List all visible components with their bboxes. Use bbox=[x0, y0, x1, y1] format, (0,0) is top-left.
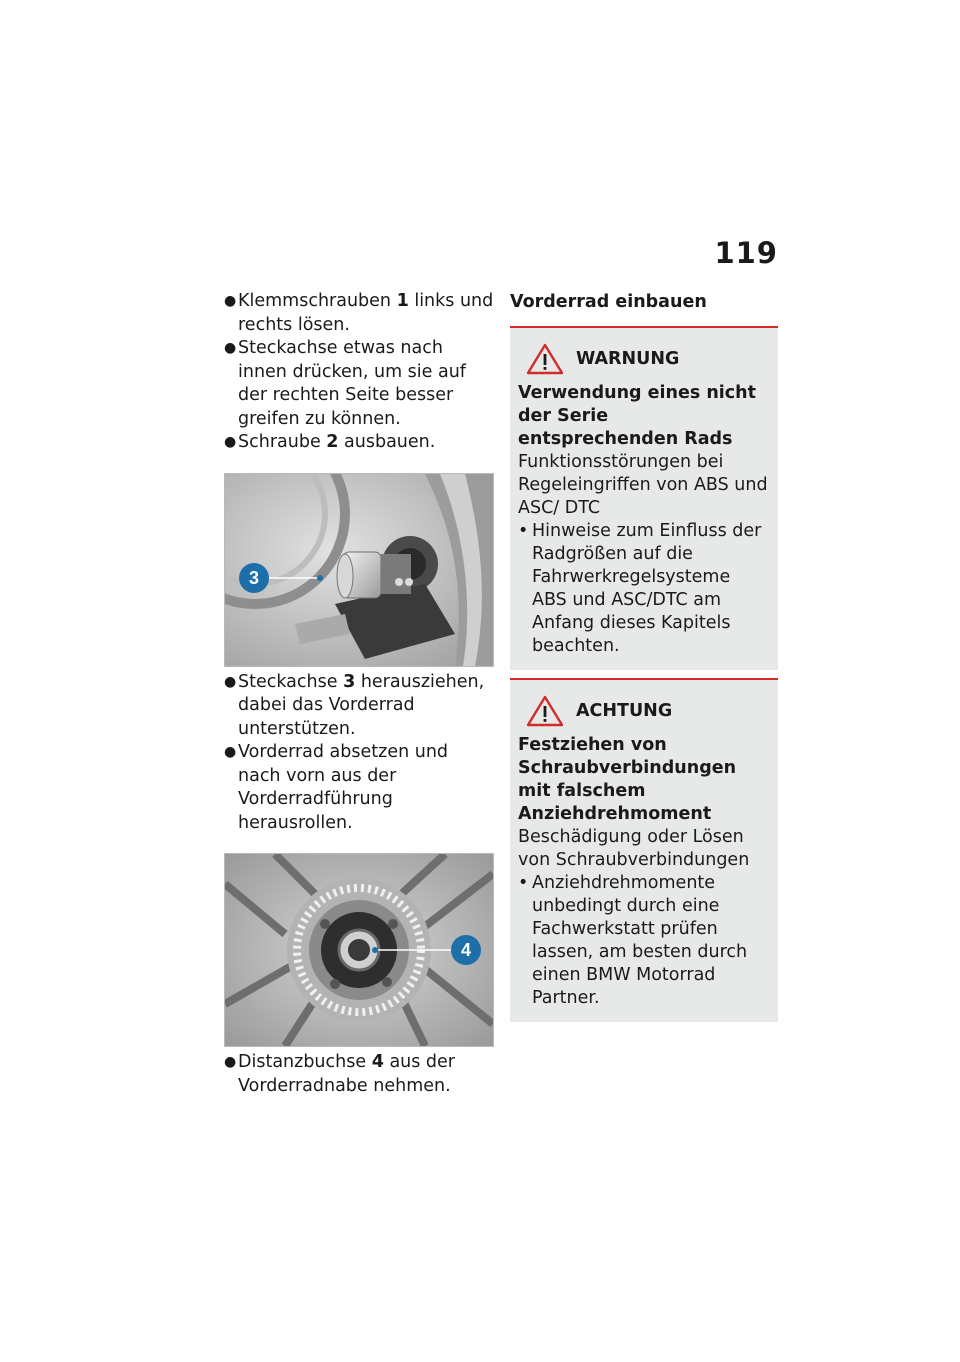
steps-group-2 bbox=[224, 671, 494, 836]
bullet-icon: ● bbox=[224, 340, 237, 356]
warning-box bbox=[510, 326, 778, 670]
left-column bbox=[224, 290, 494, 1098]
callout-badge: 4 bbox=[451, 935, 481, 965]
step-item: ● Distanzbuchse 4 aus der Vorderradnabe nehmen. bbox=[224, 1052, 456, 1096]
figure-axle-removal bbox=[224, 473, 494, 667]
warning-triangle-icon bbox=[526, 343, 564, 375]
bullet-icon: ● bbox=[224, 744, 237, 760]
caution-triangle-icon bbox=[526, 695, 564, 727]
bullet-icon: ● bbox=[224, 293, 237, 309]
bullet-icon: ● bbox=[224, 1054, 237, 1070]
warning-actions bbox=[518, 520, 770, 658]
caution-title: Festziehen von Schraubverbindungen mit falschem Anziehdrehmoment bbox=[518, 735, 737, 824]
right-column bbox=[510, 290, 778, 1022]
caution-consequence: Beschädigung oder Lösen von Schraubverbindungen bbox=[518, 827, 750, 870]
step-item: ● Steckachse etwas nach innen drücken, um sie auf der rechten Seite besser greifen zu können. bbox=[224, 338, 466, 429]
step-item: ● Vorderrad absetzen und nach vorn aus der Vorderradführung herausrollen. bbox=[224, 742, 449, 833]
caution-header bbox=[518, 694, 770, 728]
page-number: 119 bbox=[714, 236, 778, 270]
warning-title: Verwendung eines nicht der Serie entsprechenden Rads bbox=[518, 383, 757, 449]
bullet-icon: ● bbox=[224, 673, 237, 690]
warning-label: WARNUNG bbox=[576, 349, 680, 369]
section-title: Vorderrad einbauen bbox=[510, 292, 707, 312]
callout-badge: 3 bbox=[239, 563, 269, 593]
steps-group-1 bbox=[224, 290, 494, 455]
warning-consequence: Funktionsstörungen bei Regeleingriffen von ABS und ASC/ DTC bbox=[518, 452, 768, 518]
bullet-icon: ● bbox=[224, 434, 237, 450]
caution-label: ACHTUNG bbox=[576, 701, 673, 721]
step-item: ● Schraube 2 ausbauen. bbox=[224, 431, 494, 455]
list-item: • Anziehdrehmomente unbedingt durch eine Fachwerkstatt prüfen lassen, am besten durch einen BMW Motorrad Partner. bbox=[518, 873, 748, 1008]
bullet-icon: • bbox=[518, 521, 529, 541]
caution-actions bbox=[518, 872, 770, 1010]
warning-header bbox=[518, 342, 770, 376]
step-item: ● Klemmschrauben 1 links und rechts lösen. bbox=[224, 291, 494, 335]
steps-group-3 bbox=[224, 1051, 494, 1098]
figure-spacer-bushing bbox=[224, 853, 494, 1047]
bullet-icon: • bbox=[518, 873, 529, 893]
list-item: • Hinweise zum Einfluss der Radgrößen auf die Fahrwerkregelsysteme ABS und ASC/DTC am Anfang dieses Kapitels beachten. bbox=[518, 521, 762, 656]
caution-box bbox=[510, 678, 778, 1022]
step-item: ● Steckachse 3 herausziehen, dabei das Vorderrad unterstützen. bbox=[224, 671, 485, 739]
